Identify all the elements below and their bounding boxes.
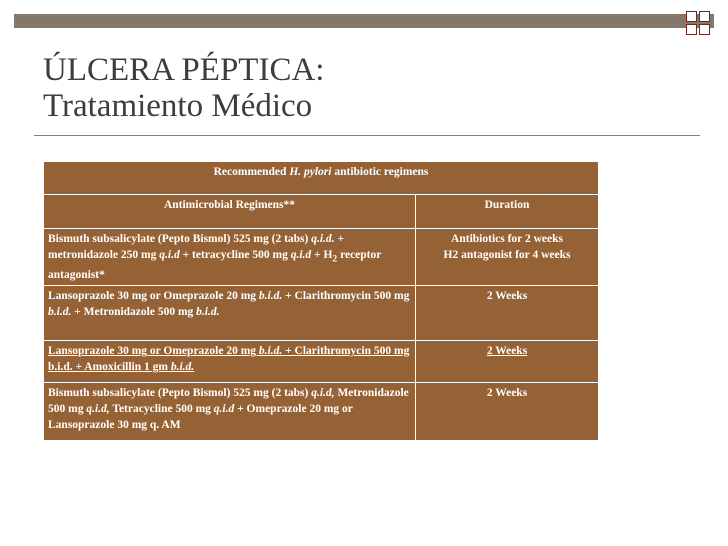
title-divider [34, 135, 700, 136]
regimen-text: + tetracycline 500 mg [179, 249, 291, 261]
duration-cell [416, 383, 599, 441]
duration-text: H2 antagonist for 4 weeks [443, 249, 571, 261]
table-row [44, 341, 599, 383]
regimen-text: + Omeprazole 20 mg or Lansoprazole 30 mg q. AM [48, 403, 353, 432]
caption-pre: Recommended [213, 166, 290, 178]
table-row [44, 383, 599, 441]
regimen-text: q.i.d [290, 249, 312, 261]
duration-text: 2 Weeks [486, 345, 528, 358]
slide-title-line2: Tratamiento Médico [43, 88, 313, 124]
decorative-square [699, 11, 710, 22]
duration-cell [416, 286, 599, 341]
regimen-text: b.i.d. [196, 306, 220, 319]
duration-cell [416, 341, 599, 383]
slide-title [43, 52, 324, 124]
duration-text: 2 Weeks [486, 387, 528, 400]
regimens-table [43, 161, 599, 441]
regimen-text: Lansoprazole 30 mg or Omeprazole 20 mg [48, 290, 259, 303]
regimen-text: + metronidazole 250 mg [48, 233, 344, 261]
title-bar-stripe [14, 14, 714, 28]
regimen-text: b.i.d. [48, 306, 72, 319]
regimen-text: q.i.d, [311, 387, 335, 400]
regimen-text: q.i.d [213, 403, 235, 416]
regimen-text: Bismuth subsalicylate (Pepto Bismol) 525 mg (2 tabs) [48, 233, 312, 245]
regimen-text: receptor antagonist* [48, 249, 382, 282]
regimen-text: b.i.d. [258, 345, 283, 358]
duration-text: 2 Weeks [486, 290, 528, 303]
regimen-text: Metronidazole 500 mg [48, 387, 409, 416]
duration-cell [416, 229, 599, 286]
decorative-square [686, 24, 697, 35]
duration-text: Antibiotics for 2 weeks [451, 233, 563, 245]
regimen-text: Lansoprazole 30 mg or Omeprazole 20 mg [48, 345, 259, 358]
table-caption [44, 162, 599, 195]
regimen-text: q.i.d, [86, 403, 110, 416]
regimen-text: q.i.d. [311, 233, 335, 245]
caption-post: antibiotic regimens [331, 166, 429, 178]
regimen-text: 2 [332, 253, 338, 265]
decorative-square [699, 24, 710, 35]
regimen-cell [44, 383, 416, 441]
slide-title-line1: ÚLCERA PÉPTICA: [43, 52, 325, 88]
regimen-text: Bismuth subsalicylate (Pepto Bismol) 525 mg (2 tabs) [48, 387, 312, 400]
regimen-text: Tetracycline 500 mg [109, 403, 214, 416]
regimen-text: b.i.d. [258, 290, 283, 303]
regimen-cell [44, 341, 416, 383]
decorative-square [686, 11, 697, 22]
regimen-cell [44, 286, 416, 341]
caption-italic: H. pylori [289, 166, 332, 178]
regimen-text: + Clarithromycin 500 mg b.i.d. + Amoxicillin 1 gm [48, 345, 410, 374]
table-row [44, 229, 599, 286]
column-header-regimens: Antimicrobial Regimens** [44, 195, 416, 229]
regimen-text: + H [311, 249, 333, 261]
column-header-duration: Duration [416, 195, 599, 229]
regimen-text: + Clarithromycin 500 mg [282, 290, 410, 303]
regimen-text: + Metronidazole 500 mg [71, 306, 197, 319]
table-row [44, 286, 599, 341]
regimen-text: q.i.d [159, 249, 180, 261]
regimen-text: b.i.d. [170, 361, 195, 374]
regimen-cell [44, 229, 416, 286]
